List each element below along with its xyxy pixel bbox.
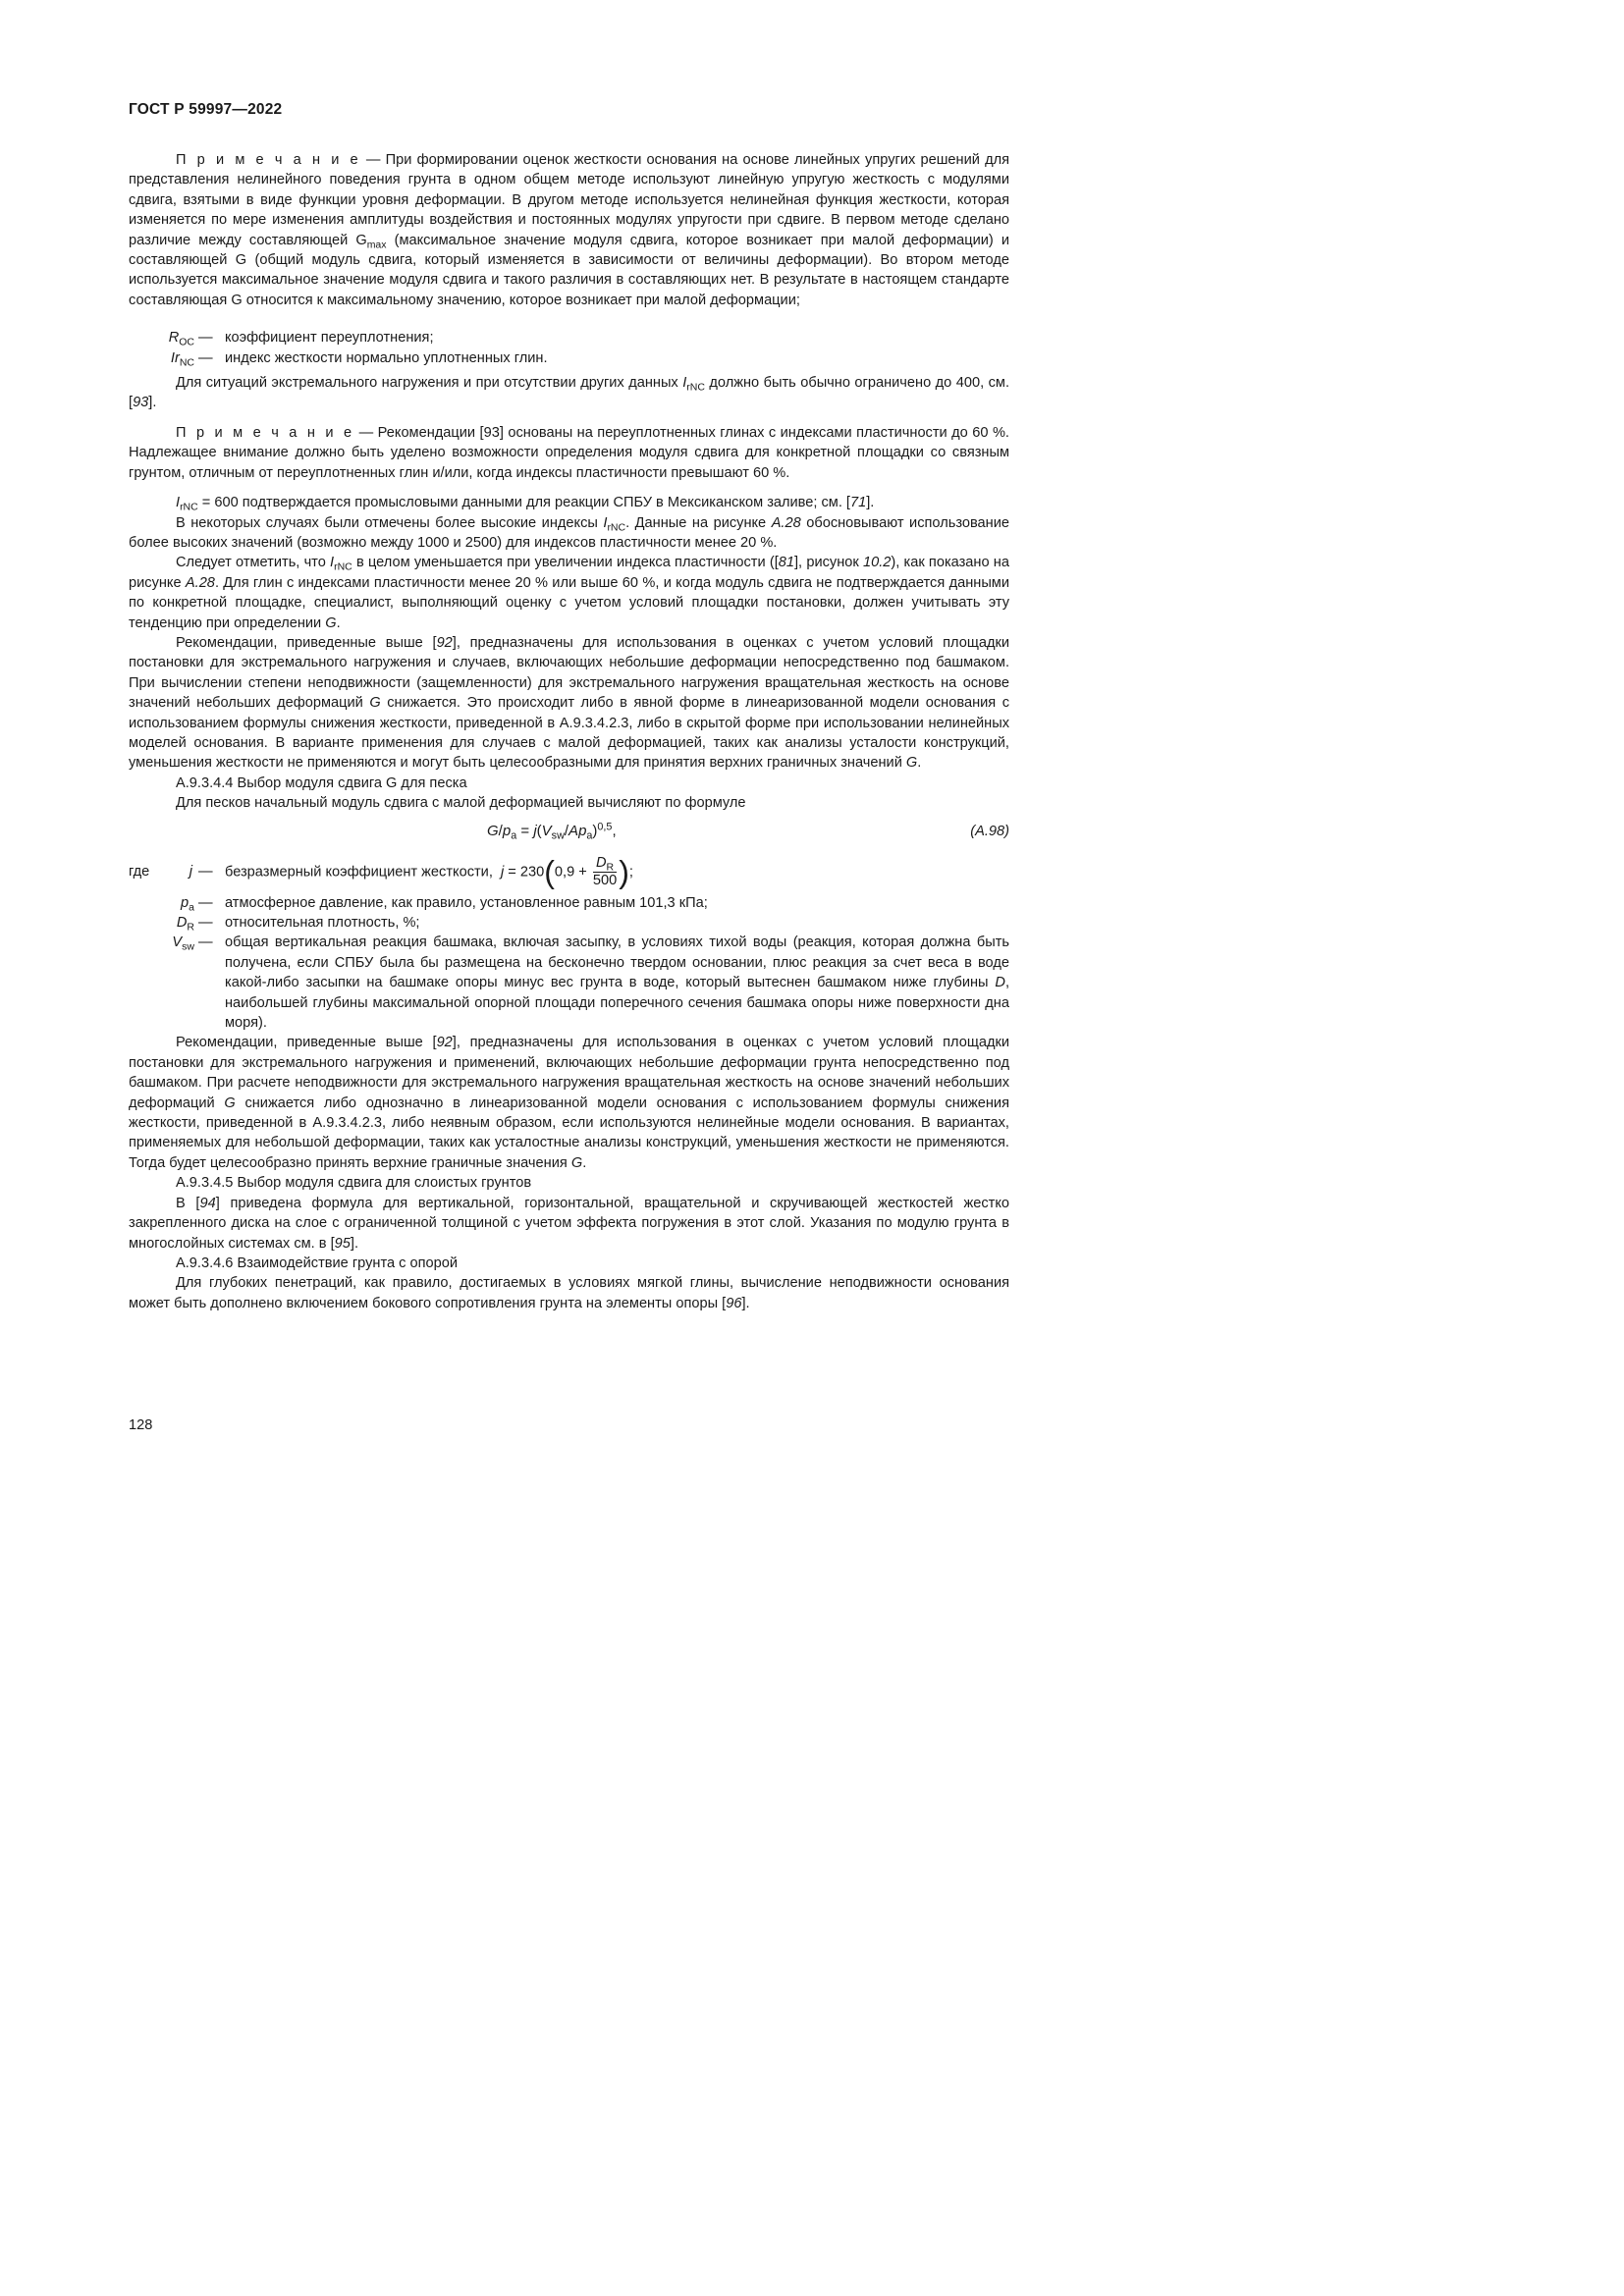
paragraph: Следует отметить, что $I_{rNC}$ в целом уменьшается при увеличении индекса пластичности ([81], рисунок 10.2), как показано на рисунке А.28. Для глин с индексами пластичности менее 20 % или выше 60 %, и когда модуль сдвига не подтверждается данными по конкретной площадке, специалист, выполняющий оценку с учетом условий площадки постановки, должен учитывать эту тенденцию при определении G. xyxy=(129,555,1009,631)
document-page xyxy=(0,0,1080,1527)
definition-item: $p_a$ — атмосферное давление, как правило, установленное равным 101,3 кПа; xyxy=(181,894,708,913)
paragraph: Рекомендации, приведенные выше [92], предназначены для использования в оценках с учетом условий площадки постановки для экстремального нагружения и случаев, включающих небольшие деформации непосредственно под башмаком. При вычислении степени неподвижности (защемленности) для экстремального нагружения вращательная жесткость на основе значений небольших деформаций G снижается. Это происходит либо в явной форме в линеаризованной модели основания с использованием формулы снижения жесткости, приведенной в А.9.3.4.2.3, либо в скрытой форме при использовании нелинейных моделей основания. В варианте применения для случаев с малой деформацией, таких как анализы усталости конструкций, уменьшения жесткости не применяются и могут быть целесообразными для принятия верхних граничных значений G. xyxy=(129,634,1009,772)
section-heading: А.9.3.4.6 Взаимодействие грунта с опорой xyxy=(176,1255,459,1271)
paragraph: Рекомендации, приведенные выше [92], предназначены для использования в оценках с учетом условий площадки постановки для экстремального нагружения и применений, включающих небольшие деформации грунта непосредственно под башмаком. При расчете неподвижности для экстремального нагружения вращательная жесткость на основе значений небольших деформаций G снижается либо однозначно в линеаризованной модели основания с использованием формулы снижения жесткости, приведенной в А.9.3.4.2.3, либо неявным образом, если используются нелинейные модели основания. В вариантах, применяемых для небольшой деформации, таких как усталостные анализы конструкций, уменьшения жесткости не применяются. Тогда будет целесообразно принять верхние граничные значения G. xyxy=(129,1035,1009,1171)
formula-a98 xyxy=(129,814,1009,851)
definition-item: $V_{sw}$ — общая вертикальная реакция башмака, включая засыпку, в условиях тихой воды (реакция, которая должна быть получена, если СПБУ была бы размещена на бесконечно твердом основании, плюс реакция за счет веса в воде какой-либо засыпки на башмаке опоры минус вес грунта в воде, который вытеснен башмаком ниже глубины D, наибольшей глубины максимальной опорной площади поперечного сечения башмака опоры ниже поверхности дна моря). xyxy=(172,934,1009,1032)
formula-expression: $G/p_a = j(V_{sw}/Ap_a)^{0,5}$, xyxy=(487,821,617,842)
paragraph: В [94] приведена формула для вертикальной, горизонтальной, вращательной и скручивающей жесткостей жестко закрепленного диска на слое с ограниченной толщиной с учетом эффекта погружения в этот слой. Указания по модулю грунта в многослойных системах см. в [95]. xyxy=(129,1195,1010,1252)
where-clause: где j — безразмерный коэффициент жесткости, j = 230(0,9 + $\frac{D_R}{500}$ ); xyxy=(129,854,633,890)
definition-item: $Ir_{NC}$ — индекс жесткости нормально уплотненных глин. xyxy=(170,349,548,369)
paragraph: Для ситуаций экстремального нагружения и при отсутствии других данных $I_{rNC}$ должно быть обычно ограничено до 400, см. [93]. xyxy=(129,375,1009,411)
definition-item: $D_R$ — относительная плотность, %; xyxy=(176,915,420,934)
paragraph: $I_{rNC} = 600$ подтверждается промысловыми данными для реакции СПБУ в Мексиканском заливе; см. [71]. xyxy=(176,495,875,513)
definitions-list xyxy=(129,893,1009,1034)
note-paragraph: П р и м е ч а н и е — При формировании оценок жесткости основания на основе линейных упругих решений для представления нелинейного поведения грунта в одном общем методе используют линейную упругую жесткость с модулями сдвига, взятыми в виде функции уровня деформации. В другом методе используется нелинейная функция жесткости, которая изменяется по мере изменения амплитуды воздействия и постоянных модулях упругости при сдвиге. В первом методе сделано различие между составляющей $G_{max}$ (максимальное значение модуля сдвига, которое возникает при малой деформации) и составляющей G (общий модуль сдвига, который изменяется в зависимости от величины деформации). Во втором методе используется максимальное значение модуля сдвига и такого различия в составляющих нет. В результате в настоящем стандарте составляющая G относится к максимальному значению, которое возникает при малой деформации; xyxy=(129,152,1010,308)
note-paragraph: П р и м е ч а н и е — Рекомендации [93] основаны на переуплотненных глинах с индексами пластичности до 60 %. Надлежащее внимание должно быть уделено возможности определения модуля сдвига для конкретной площадки со связным грунтом, отличным от переуплотненных глин и/или, когда индексы пластичности превышают 60 %. xyxy=(129,424,1009,481)
paragraph: В некоторых случаях были отмечены более высокие индексы $I_{rNC}$. Данные на рисунке А.28 обосновывают использование более высоких значений (возможно между 1000 и 2500) для индексов пластичности менее 20 %. xyxy=(129,514,1009,551)
paragraph: Для глубоких пенетраций, как правило, достигаемых в условиях мягкой глины, вычисление неподвижности основания может быть дополнено включением бокового сопротивления грунта на элементы опоры [96]. xyxy=(129,1275,1009,1311)
definition-item: $R_{OC}$ — коэффициент переуплотнения; xyxy=(168,330,434,348)
definitions-list xyxy=(129,328,548,368)
page-number: 128 xyxy=(129,1417,153,1433)
body-text xyxy=(129,150,1009,1313)
formula-number: (А.98) xyxy=(970,823,1009,839)
paragraph: Для песков начальный модуль сдвига с малой деформацией вычисляют по формуле xyxy=(176,795,746,812)
standard-header: ГОСТ Р 59997—2022 xyxy=(129,101,283,118)
section-heading: А.9.3.4.5 Выбор модуля сдвига для слоистых грунтов xyxy=(176,1175,532,1192)
section-heading: А.9.3.4.4 Выбор модуля сдвига G для песка xyxy=(176,774,467,791)
